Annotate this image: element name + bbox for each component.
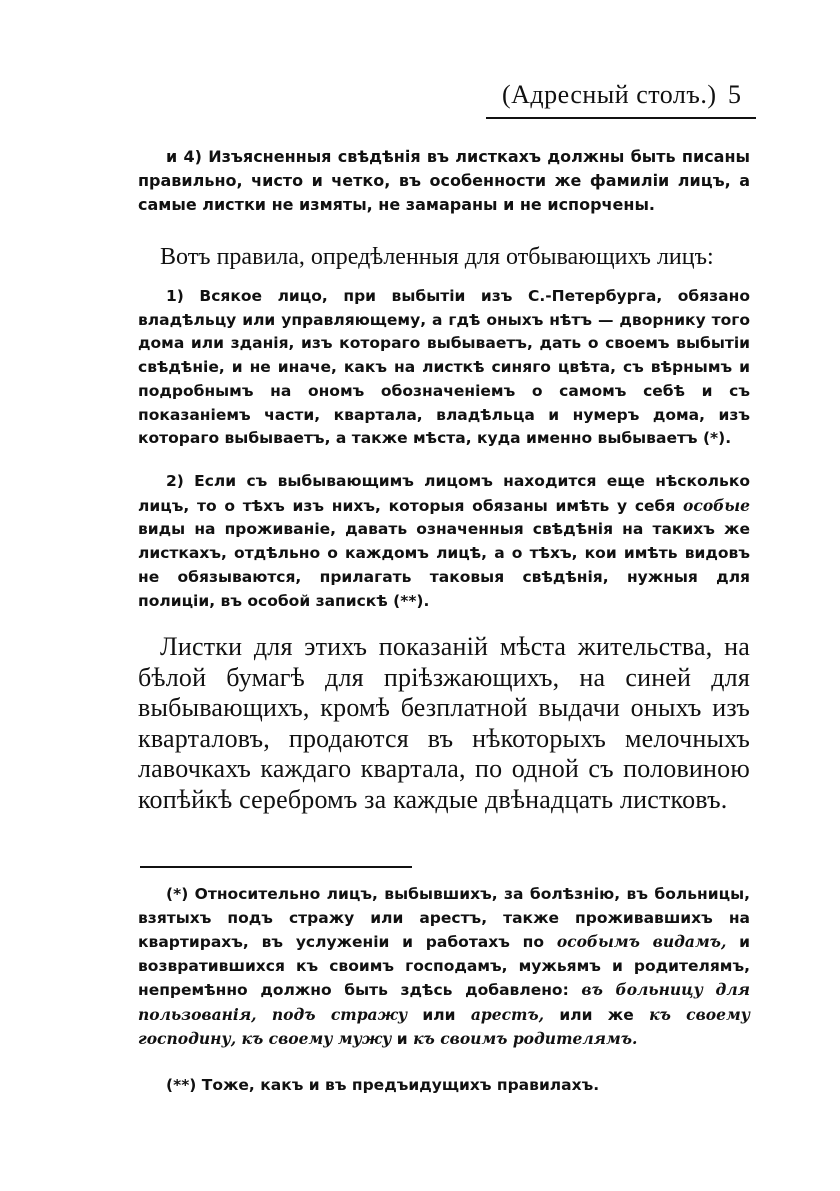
footnote-1-italic-d: къ своему господину, къ своему мужу: [138, 1004, 750, 1048]
closing-paragraph: Листки для этихъ показаній мѣста жительства, на бѣлой бумагѣ для пріѣзжающихъ, на синей для выбывающихъ, кромѣ безплатной выдачи оныхъ изъ кварталовъ, продаются въ нѣкоторыхъ мелочныхъ лавочкахъ каждаго квартала, по одной съ половиною копѣйкѣ серебромъ за каждые двѣнадцать листковъ.: [138, 632, 750, 814]
footnote-1-italic-c: арестъ,: [470, 1004, 545, 1024]
section-heading: Вотъ правила, опредѣленныя для отбывающихъ лицъ:: [160, 244, 714, 270]
running-header-title: (Адресный столъ.): [502, 80, 717, 109]
rule-2-italic-word: особые: [683, 495, 750, 515]
paragraph-item-4: и 4) Изъясненныя свѣдѣнія въ листкахъ должны быть писаны правильно, чисто и четко, въ особенности же фамиліи лицъ, а самые листки не измяты, не замараны и не испорчены.: [138, 147, 750, 214]
footnote-1-italic-e: къ своимъ родителямъ.: [413, 1029, 638, 1048]
rule-1-paragraph: 1) Всякое лицо, при выбытіи изъ С.-Петербурга, обязано владѣльцу или управляющему, а гдѣ оныхъ нѣтъ — дворнику того дома или зданія, изъ котораго выбываетъ, дать о своемъ выбытіи свѣдѣніе, и не иначе, какъ на листкѣ синяго цвѣта, съ вѣрнымъ и подробнымъ на ономъ обозначеніемъ о самомъ себѣ и съ показаніемъ части, квартала, владѣльца и нумеръ дома, изъ котораго выбываетъ, а также мѣста, куда именно выбываетъ (*).: [138, 287, 750, 448]
rule-2-paragraph: [138, 470, 750, 613]
footnote-1-text-d: или же: [544, 1005, 650, 1024]
rule-2-text-end: виды на проживаніе, давать означенныя свѣдѣнія на такихъ же листкахъ, отдѣльно о каждомъ лицѣ, а о тѣхъ, кои имѣть видовъ не обязываются, прилагать таковыя свѣдѣнія, нужныя для полиціи, въ особой запискѣ (**).: [138, 520, 750, 610]
footnote-1: [138, 883, 750, 1052]
footnote-1-text-c: или: [407, 1005, 471, 1024]
footnote-rule: [140, 866, 412, 868]
header-rule: [486, 117, 756, 119]
footnote-1-text-b: и возвратившихся къ своимъ господамъ, мужьямъ и родителямъ, непремѣнно должно быть здѣсь добавлено:: [138, 933, 750, 999]
rule-2-text-start: 2) Если съ выбывающимъ лицомъ находится еще нѣсколько лицъ, то о тѣхъ изъ нихъ, которыя обязаны имѣть у себя: [138, 472, 750, 515]
running-header: [490, 80, 750, 114]
footnote-1-italic-a: особымъ видамъ,: [556, 932, 727, 951]
footnote-2: (**) Тоже, какъ и въ предъидущихъ правилахъ.: [166, 1076, 600, 1094]
page-number: 5: [728, 80, 742, 109]
footnote-1-text-a: (*) Относительно лицъ, выбывшихъ, за болѣзнію, въ больницы, взятыхъ подъ стражу или арестъ, также проживавшихъ на квартирахъ, въ услуженіи и работахъ по: [138, 885, 750, 951]
footnote-1-text-e: и: [391, 1030, 414, 1048]
footnote-1-italic-b: въ больницу для пользованія, подъ стражу: [138, 980, 751, 1024]
